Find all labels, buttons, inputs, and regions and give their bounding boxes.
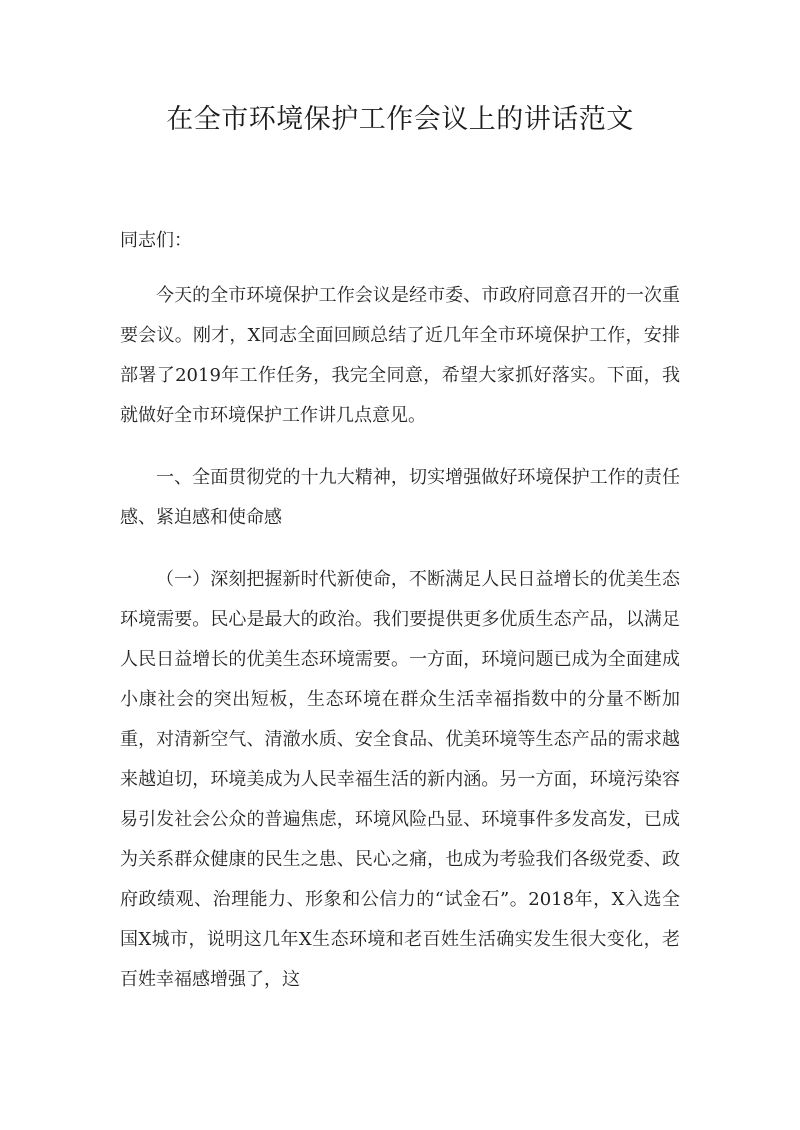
paragraph-subsection-1: （一）深刻把握新时代新使命，不断满足人民日益增长的优美生态环境需要。民心是最大的政治。我们要提供更多优质生态产品，以满足人民日益增长的优美生态环境需要。一方面，环境问题已成为全面建成小康社会的突出短板，生态环境在群众生活幸福指数中的分量不断加重，对清新空气、清澈水质、安全食品、优美环境等生态产品的需求越来越迫切，环境美成为人民幸福生活的新内涵。另一方面，环境污染容易引发社会公众的普遍焦虑，环境风险凸显、环境事件多发高发，已成为关系群众健康的民生之患、民心之痛，也成为考验我们各级党委、政府政绩观、治理能力、形象和公信力的“试金石”。2018年，X入选全国X城市，说明这几年X生态环境和老百姓生活确实发生很大变化，老百姓幸福感增强了，这 (120, 569, 680, 990)
section-heading-1: 一、全面贯彻党的十九大精神，切实增强做好环境保护工作的责任感、紧迫感和使命感 (120, 467, 680, 528)
document-title: 在全市环境保护工作会议上的讲话范文 (166, 104, 634, 135)
salutation: 同志们： (120, 230, 192, 251)
document-body (120, 276, 680, 1022)
paragraph-opening: 今天的全市环境保护工作会议是经市委、市政府同意召开的一次重要会议。刚才，X同志全面回顾总结了近几年全市环境保护工作，安排部署了2019年工作任务，我完全同意，希望大家抓好落实。下面，我就做好全市环境保护工作讲几点意见。 (120, 285, 680, 426)
